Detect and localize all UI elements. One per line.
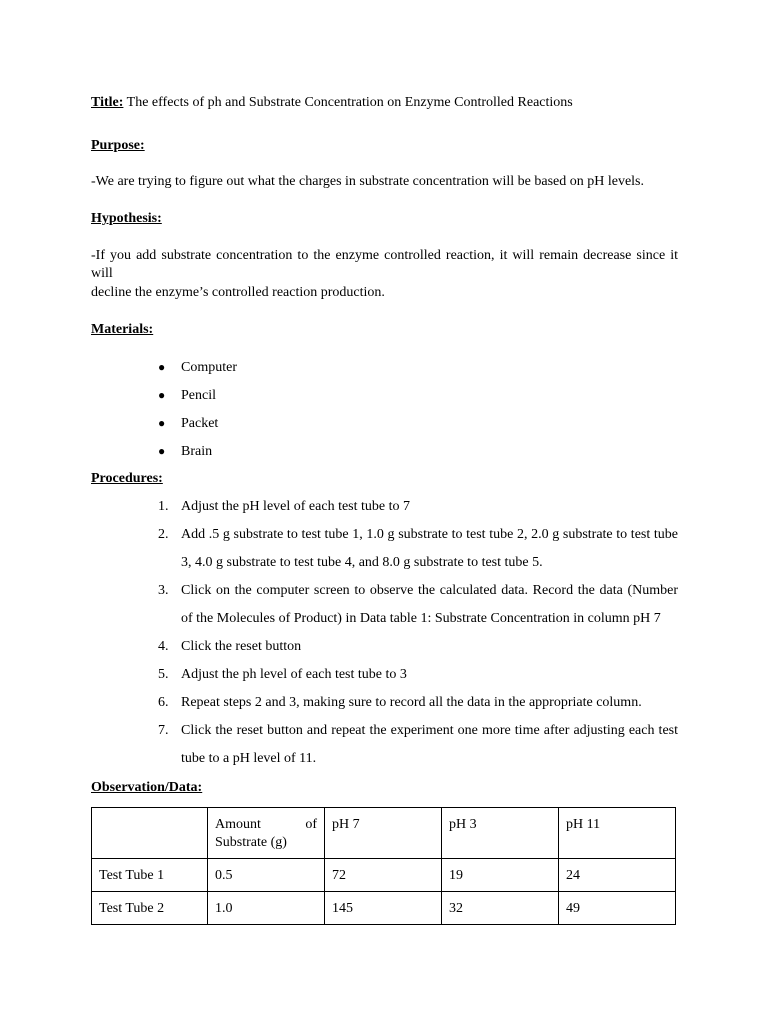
step-number: 5. xyxy=(158,667,169,682)
bullet-icon: ● xyxy=(158,360,166,374)
hypothesis-text-line-2: decline the enzyme’s controlled reaction production. xyxy=(91,285,385,300)
material-label: Brain xyxy=(181,444,213,459)
table-cell: 24 xyxy=(559,859,676,892)
table-cell: 19 xyxy=(442,859,559,892)
procedures-heading: Procedures: xyxy=(91,471,163,486)
procedure-step xyxy=(158,633,678,661)
header-cell: pH 7 xyxy=(325,808,442,859)
step-number: 1. xyxy=(158,499,169,514)
bullet-icon: ● xyxy=(158,444,166,458)
table-cell: 1.0 xyxy=(208,892,325,925)
title-line xyxy=(91,94,573,112)
table-cell: Test Tube 1 xyxy=(92,859,208,892)
data-table xyxy=(91,807,676,925)
materials-list-item xyxy=(158,386,216,405)
materials-list-item xyxy=(158,442,212,461)
table-row xyxy=(92,892,676,925)
table-cell: 32 xyxy=(442,892,559,925)
purpose-text: -We are trying to figure out what the charges in substrate concentration will be based on pH levels. xyxy=(91,174,644,189)
header-cell: pH 3 xyxy=(442,808,559,859)
procedure-step xyxy=(158,717,678,773)
step-number: 3. xyxy=(158,583,169,598)
step-text: Click on the computer screen to observe the calculated data. Record the data (Number of the Molecules of Product) in Data table 1: Substrate Concentration in column pH 7 xyxy=(181,583,678,626)
material-label: Packet xyxy=(181,416,219,431)
table-cell: 49 xyxy=(559,892,676,925)
material-label: Pencil xyxy=(181,388,216,403)
table-row xyxy=(92,859,676,892)
step-text: Click the reset button and repeat the experiment one more time after adjusting each test tube to a pH level of 11. xyxy=(181,723,678,766)
materials-list-item xyxy=(158,414,218,433)
step-text: Click the reset button xyxy=(181,639,302,654)
table-cell: Test Tube 2 xyxy=(92,892,208,925)
header-cell: Amount of Substrate (g) xyxy=(208,808,325,859)
step-number: 4. xyxy=(158,639,169,654)
step-text: Repeat steps 2 and 3, making sure to record all the data in the appropriate column. xyxy=(181,695,642,710)
procedure-step xyxy=(158,661,678,689)
hypothesis-heading: Hypothesis: xyxy=(91,211,162,226)
procedure-step xyxy=(158,493,678,521)
procedure-step xyxy=(158,577,678,633)
step-text: Adjust the pH level of each test tube to 7 xyxy=(181,499,410,514)
title-text: The effects of ph and Substrate Concentration on Enzyme Controlled Reactions xyxy=(126,95,573,110)
materials-heading: Materials: xyxy=(91,322,154,337)
header-cell: pH 11 xyxy=(559,808,676,859)
procedure-step xyxy=(158,521,678,577)
header-cell xyxy=(92,808,208,859)
materials-list-item xyxy=(158,358,237,377)
purpose-heading: Purpose: xyxy=(91,138,145,153)
table-cell: 72 xyxy=(325,859,442,892)
table-cell: 145 xyxy=(325,892,442,925)
step-text: Adjust the ph level of each test tube to 3 xyxy=(181,667,407,682)
observation-heading: Observation/Data: xyxy=(91,780,203,795)
procedure-step xyxy=(158,689,678,717)
step-number: 7. xyxy=(158,723,169,738)
material-label: Computer xyxy=(181,360,237,375)
table-cell: 0.5 xyxy=(208,859,325,892)
title-label: Title: xyxy=(91,95,124,110)
bullet-icon: ● xyxy=(158,416,166,430)
step-text: Add .5 g substrate to test tube 1, 1.0 g substrate to test tube 2, 2.0 g substrate to test tube 3, 4.0 g substrate to test tube 4, and 8.0 g substrate to test tube 5. xyxy=(181,527,678,570)
step-number: 6. xyxy=(158,695,169,710)
hypothesis-text-line-1: -If you add substrate concentration to the enzyme controlled reaction, it will remain decrease since it will xyxy=(91,248,678,281)
step-number: 2. xyxy=(158,527,169,542)
bullet-icon: ● xyxy=(158,388,166,402)
table-header-row xyxy=(92,808,676,859)
